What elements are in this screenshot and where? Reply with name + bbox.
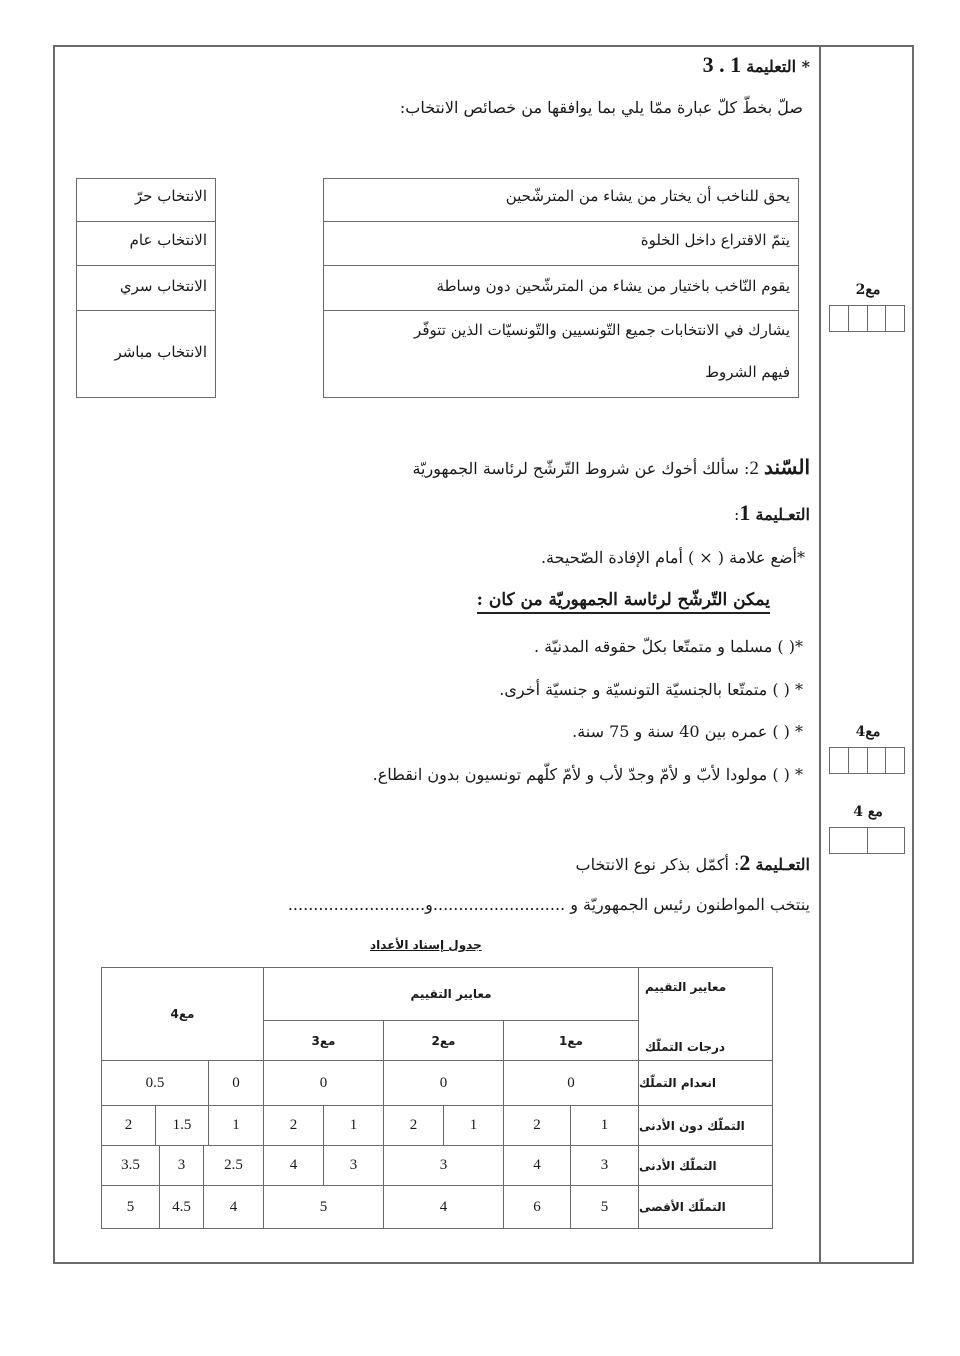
table-cell: 4	[263, 1145, 324, 1186]
option-item[interactable]: * ( ) عمره بين 40 سنة و 75 سنة.	[572, 722, 803, 741]
option-item[interactable]: * ( ) متمتّعا بالجنسيّة التونسيّة و جنسيّة أخرى.	[499, 680, 803, 699]
table-cell: 2	[383, 1105, 444, 1146]
characteristic-item[interactable]: الانتخاب مباشر	[114, 343, 207, 361]
table-cell: 3.5	[101, 1145, 160, 1186]
document-label: السّند	[763, 455, 810, 479]
score-column-divider	[819, 45, 821, 1264]
document-2-heading: السّند 2: سألك أخوك عن شروط التّرشّح لرئاسة الجمهوريّة	[412, 455, 810, 479]
document-number: 2	[749, 458, 759, 479]
header-levels-label: درجات التملّك	[645, 1040, 726, 1054]
option-item[interactable]: *( ) مسلما و متمتّعا بكلّ حقوقه المدنيّة .	[533, 637, 803, 656]
table-cell: 4	[503, 1145, 571, 1186]
table-cell: 0	[503, 1060, 639, 1106]
characteristic-item[interactable]: الانتخاب حرّ	[134, 187, 207, 205]
table-cell: 3	[383, 1145, 504, 1186]
instruction-number: 2	[739, 850, 751, 875]
score-label: مع 4	[853, 804, 883, 820]
header-criteria-span: معايير التقييم	[263, 967, 639, 1021]
instruction-1-3-heading	[703, 52, 810, 78]
header-criterion-4: مع4	[101, 967, 264, 1061]
table-cell: 3	[570, 1145, 639, 1186]
row-label: التملّك الأقصى	[638, 1185, 773, 1229]
option-item[interactable]: * ( ) مولودا لأبّ و لأمّ وجدّ لأب و لأمّ كلّهم تونسيون بدون انقطاع.	[372, 765, 803, 784]
table-cell: 0.5	[101, 1060, 209, 1106]
score-label: مع2	[855, 282, 881, 298]
table-cell: 2	[263, 1105, 324, 1146]
characteristic-item[interactable]: الانتخاب سري	[119, 277, 207, 295]
subheading: يمكن التّرشّح لرئاسة الجمهوريّة من كان :	[477, 590, 770, 610]
header-criterion-3: مع3	[263, 1020, 384, 1061]
instruction-text: أكمّل بذكر نوع الانتخاب	[575, 855, 729, 874]
table-cell: 5	[263, 1185, 384, 1229]
fill-in-sentence[interactable]: ينتخب المواطنون رئيس الجمهوريّة و ..........................و...........................	[287, 895, 810, 914]
statement-item[interactable]: يقوم النّاخب باختيار من يشاء من المترشّحين دون وساطة	[436, 277, 790, 295]
row-label: انعدام التملّك	[638, 1060, 773, 1106]
table-cell: 3	[159, 1145, 204, 1186]
score-boxes[interactable]	[829, 827, 905, 854]
instruction-number: 1 . 3	[702, 52, 742, 77]
score-boxes[interactable]	[829, 305, 905, 332]
statement-item[interactable]: يحق للناخب أن يختار من يشاء من المترشّحين	[505, 187, 790, 205]
instruction-number: 1	[739, 500, 751, 525]
instruction-2-heading: التعـليمة 2: أكمّل بذكر نوع الانتخاب	[575, 850, 810, 875]
instruction-title: * التعليمة	[746, 57, 810, 76]
instruction-title: التعـليمة	[755, 855, 810, 874]
table-cell: 0	[263, 1060, 384, 1106]
task-text: *أضع علامة ( × ) أمام الإفادة الصّحيحة.	[540, 548, 805, 567]
statement-item[interactable]: يشارك في الانتخابات جميع التّونسيين والتّونسيّات الذين تتوفّر	[414, 321, 790, 339]
table-cell: 6	[503, 1185, 571, 1229]
table-cell: 2.5	[203, 1145, 264, 1186]
table-cell: 2	[101, 1105, 156, 1146]
row-label: التملّك الأدنى	[638, 1145, 773, 1186]
table-cell: 2	[503, 1105, 571, 1146]
characteristic-item[interactable]: الانتخاب عام	[129, 231, 207, 249]
instruction-1-heading: التعـليمة 1:	[734, 500, 810, 525]
header-corner	[638, 967, 773, 1061]
table-title: جدول إسناد الأعداد	[370, 938, 482, 952]
header-criteria-label: معايير التقييم	[645, 980, 727, 994]
table-cell: 4	[203, 1185, 264, 1229]
table-cell: 4	[383, 1185, 504, 1229]
table-cell: 0	[208, 1060, 264, 1106]
characteristics-box	[76, 178, 216, 398]
header-criterion-2: مع2	[383, 1020, 504, 1061]
statement-item[interactable]: يتمّ الاقتراع داخل الخلوة	[640, 231, 790, 249]
table-cell: 5	[101, 1185, 160, 1229]
table-cell: 0	[383, 1060, 504, 1106]
table-cell: 1.5	[155, 1105, 209, 1146]
row-label: التملّك دون الأدنى	[638, 1105, 773, 1146]
table-cell: 1	[443, 1105, 504, 1146]
document-text: سألك أخوك عن شروط التّرشّح لرئاسة الجمهوريّة	[412, 459, 739, 478]
table-cell: 3	[323, 1145, 384, 1186]
table-cell: 1	[323, 1105, 384, 1146]
header-criterion-1: مع1	[503, 1020, 639, 1061]
instruction-text: صلّ بخطّ كلّ عبارة ممّا يلي بما يوافقها من خصائص الانتخاب:	[399, 98, 803, 117]
table-cell: 4.5	[159, 1185, 204, 1229]
statements-box	[323, 178, 799, 398]
table-cell: 1	[570, 1105, 639, 1146]
table-cell: 5	[570, 1185, 639, 1229]
instruction-title: التعـليمة	[755, 505, 810, 524]
score-label: مع4	[855, 724, 881, 740]
statement-item-continued: فيهم الشروط	[705, 363, 790, 381]
score-boxes[interactable]	[829, 747, 905, 774]
table-cell: 1	[208, 1105, 264, 1146]
